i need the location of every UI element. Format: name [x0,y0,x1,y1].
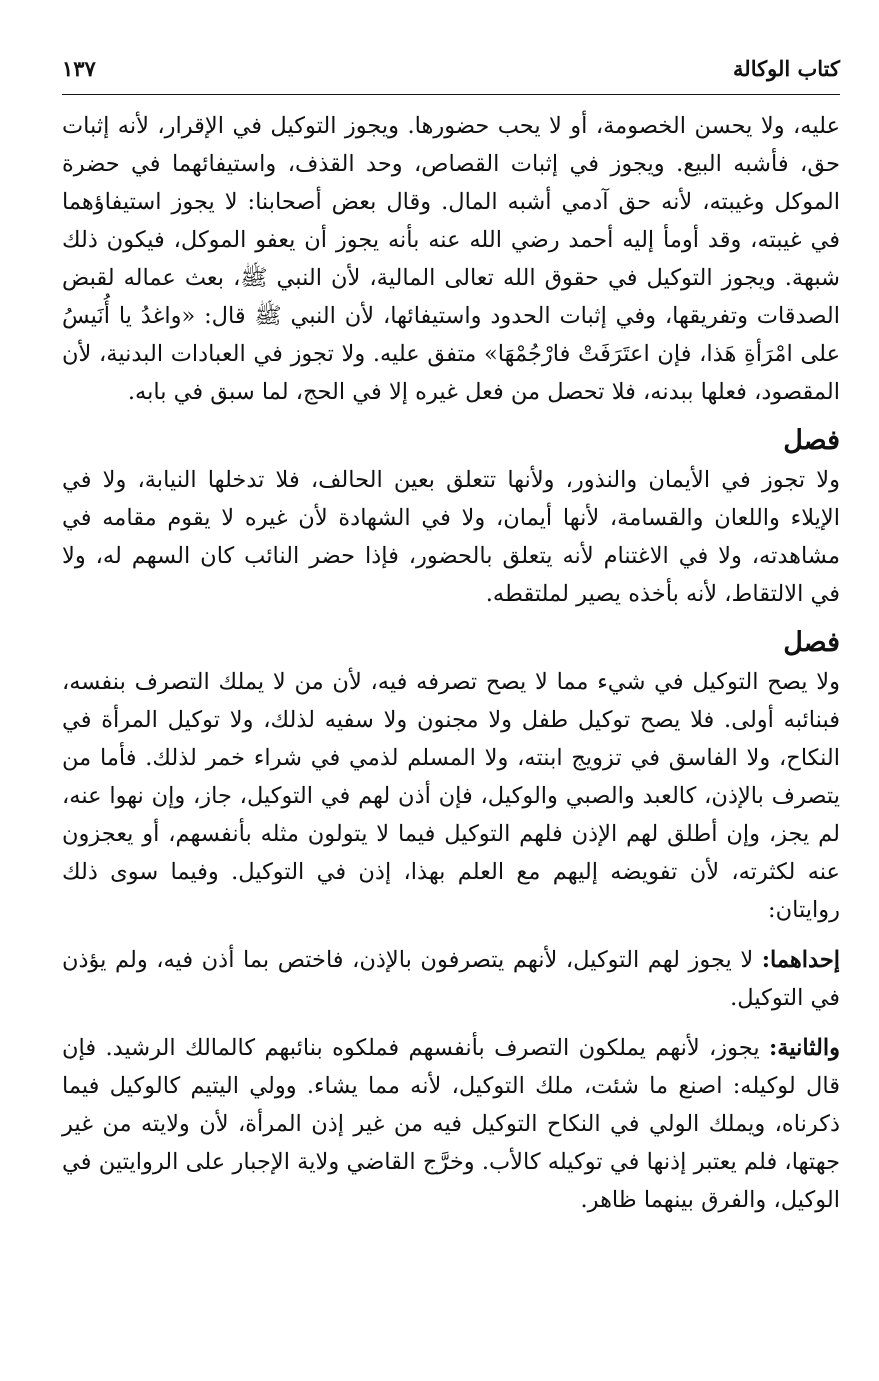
paragraph: عليه، ولا يحسن الخصومة، أو لا يحب حضورها. ويجوز التوكيل في الإقرار، لأنه إثبات حق، فأشبه البيع. ويجوز في إثبات القصاص، وحد القذف، واستيفائهما في حضرة الموكل وغيبته، لأنه حق آدمي أشبه المال. وقال بعض أصحابنا: لا يجوز استيفاؤهما في غيبته، وقد أومأ إليه أحمد رضي الله عنه بأنه يجوز أن يعفو الموكل، فيكون ذلك شبهة. ويجوز التوكيل في حقوق الله تعالى المالية، لأن النبي ﷺ، بعث عماله لقبض الصدقات وتفريقها، وفي إثبات الحدود واستيفائها، لأن النبي ﷺ قال: «واغدُ يا أُنَيسُ على امْرَأةِ هَذا، فإن اعتَرَفَتْ فارْجُمْهَا» متفق عليه. ولا تجوز في العبادات البدنية، لأن المقصود، فعلها ببدنه، فلا تحصل من فعل غيره إلا في الحج، لما سبق في بابه. [62,113,840,405]
page-body [62,107,840,1219]
book-page [62,56,840,1219]
first-opinion-text: لا يجوز لهم التوكيل، لأنهم يتصرفون بالإذن، فاختص بما أذن فيه، ولم يؤذن في التوكيل. [62,947,840,1011]
paragraph: ولا تجوز في الأيمان والنذور، ولأنها تتعلق بعين الحالف، فلا تدخلها النيابة، ولا في الإيلاء واللعان والقسامة، لأنها أيمان، ولا في الشهادة لأن غيره لا يقوم مقامه في مشاهدته، ولا في الاغتنام لأنه يتعلق بالحضور، فإذا حضر النائب كان السهم له، ولا في الالتقاط، لأنه بأخذه يصير لملتقطه. [62,467,840,607]
first-opinion-lead: إحداهما: [761,947,840,973]
chapter-title: كتاب الوكالة [733,56,840,81]
paragraph-second-opinion [62,1029,840,1219]
running-header [62,56,840,95]
second-opinion-text: يجوز، لأنهم يملكون التصرف بأنفسهم فملكوه بنائبهم كالمالك الرشيد. فإن قال لوكيله: اصنع ما شئت، ملك التوكيل، لأنه مما يشاء. وولي اليتيم كالوكيل فيما ذكرناه، ويملك الولي في النكاح التوكيل فيه من غير إذن المرأة، لأن ولايته من غير جهتها، فلم يعتبر إذنها في توكيله كالأب. وخرَّج القاضي ولاية الإجبار على الروايتين في الوكيل، والفرق بينهما ظاهر. [62,1035,840,1213]
paragraph-first-opinion [62,941,840,1017]
page-number: ١٣٧ [62,56,96,81]
second-opinion-lead: والثانية: [768,1035,840,1061]
section-heading: فصل [783,627,840,658]
section-heading: فصل [783,425,840,456]
paragraph: ولا يصح التوكيل في شيء مما لا يصح تصرفه فيه، لأن من لا يملك التصرف بنفسه، فبنائبه أولى. فلا يصح توكيل طفل ولا مجنون ولا سفيه لذلك، ولا توكيل المرأة في النكاح، ولا الفاسق في تزويج ابنته، ولا المسلم لذمي في شراء خمر لذلك. فأما من يتصرف بالإذن، كالعبد والصبي والوكيل، فإن أذن لهم في التوكيل، جاز، وإن نهوا عنه، لم يجز، وإن أطلق لهم الإذن فلهم التوكيل فيما لا يتولون مثله بأنفسهم، أو يعجزون عنه لكثرته، لأن تفويضه إليهم مع العلم بهذا، إذن في التوكيل. وفيما سوى ذلك روايتان: [62,669,840,923]
